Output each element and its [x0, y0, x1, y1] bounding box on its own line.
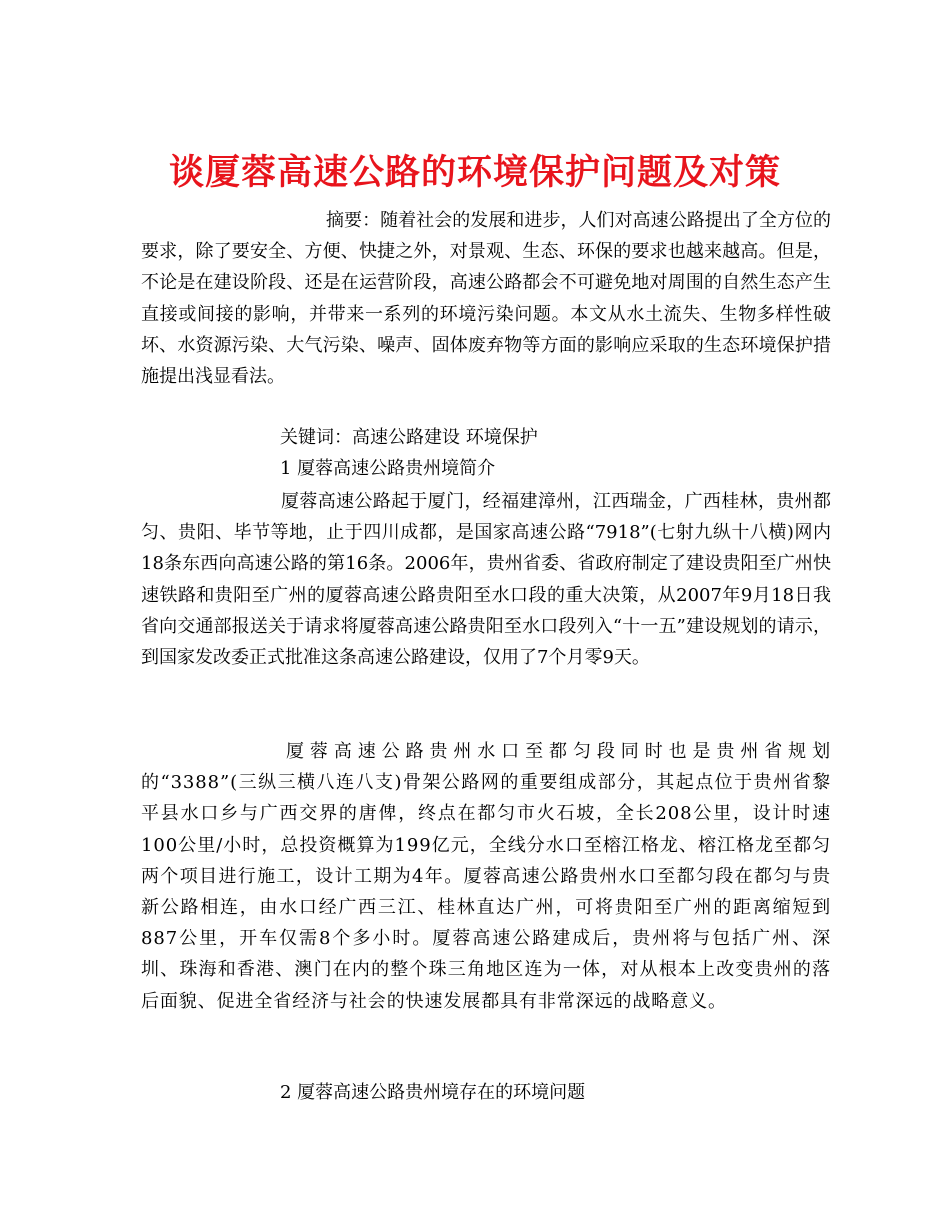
section-1-heading: 1 厦蓉高速公路贵州境简介: [280, 458, 496, 479]
section-2-heading: 2 厦蓉高速公路贵州境存在的环境问题: [280, 1082, 586, 1103]
document-title: 谈厦蓉高速公路的环境保护问题及对策: [168, 152, 781, 194]
abstract-paragraph: 摘要：随着社会的发展和进步，人们对高速公路提出了全方位的要求，除了要安全、方便、快捷之外，对景观、生态、环保的要求也越来越高。但是，不论是在建设阶段、还是在运营阶段，高速公路都会不可避免地对周围的自然生态产生直接或间接的影响，并带来一系列的环境污染问题。本文从水土流失、生物多样性破坏、水资源污染、大气污染、噪声、固体废弃物等方面的影响应采取的生态环境保护措施提出浅显看法。: [141, 210, 831, 388]
keywords-line: 关键词：高速公路建设 环境保护: [280, 427, 538, 448]
section-1-paragraph-2: 厦蓉高速公路贵州水口至都匀段同时也是贵州省规划的“3388”(三纵三横八连八支)骨架公路网的重要组成部分，其起点位于贵州省黎平县水口乡与广西交界的唐俾，终点在都匀市火石坡，全长208公里，设计时速100公里/小时，总投资概算为199亿元，全线分水口至榕江格龙、榕江格龙至都匀两个项目进行施工，设计工期为4年。厦蓉高速公路贵州水口至都匀段在都匀与贵新公路相连，由水口经广西三江、桂林直达广州，可将贵阳至广州的距离缩短到887公里，开车仅需8个多小时。厦蓉高速公路建成后，贵州将与包括广州、深圳、珠海和香港、澳门在内的整个珠三角地区连为一体，对从根本上改变贵州的落后面貌、促进全省经济与社会的快速发展都具有非常深远的战略意义。: [141, 741, 831, 1012]
section-1-paragraph-1: 厦蓉高速公路起于厦门，经福建漳州，江西瑞金，广西桂林，贵州都匀、贵阳、毕节等地，止于四川成都，是国家高速公路“7918”(七射九纵十八横)网内18条东西向高速公路的第16条。2006年，贵州省委、省政府制定了建设贵阳至广州快速铁路和贵阳至广州的厦蓉高速公路贵阳至水口段的重大决策，从2007年9月18日我省向交通部报送关于请求将厦蓉高速公路贵阳至水口段列入“十一五”建设规划的请示，到国家发改委正式批准这条高速公路建设，仅用了7个月零9天。: [141, 491, 831, 669]
